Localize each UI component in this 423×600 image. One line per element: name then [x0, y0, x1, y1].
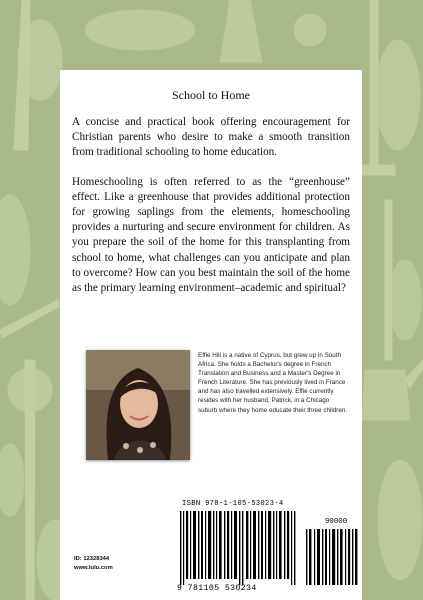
isbn-barcode: [174, 498, 362, 598]
watering-spout-silhouette: [405, 360, 423, 388]
trowel-silhouette: [220, 0, 262, 62]
flower-silhouette: [8, 368, 52, 412]
author-portrait-illustration: [86, 350, 190, 460]
leaf-silhouette: [378, 460, 422, 580]
publisher-id: ID: 12328344: [74, 556, 110, 562]
seed-silhouette: [294, 14, 326, 46]
author-bio: Effie Hill is a native of Cyprus, but grew up in South Africa. She holds a Bachelor's degree in French Translation and Business and a Master's Degree in French Literature. She has previously lived in France and has also travelled extensively. Effie currently resides with her husband, Patrick, in a Chicago suburb where they home educate their three children.: [198, 352, 348, 414]
barcode-number: 9 781105 530234: [177, 584, 257, 593]
leaf-silhouette: [389, 260, 421, 340]
description-paragraph: Homeschooling is often referred to as the “greenhouse” effect. Like a greenhouse that provides additional protection for growing saplings from the elements, homeschooling provides a nurturing and secure environment for children. As you prepare the soil of the home for this transplanting from school to home, what challenges can you anticipate and plan to overcome? How can you best maintain the soil of the home as the primary learning environment–academic and spiritual?: [72, 175, 350, 295]
leaf-silhouette: [18, 20, 62, 100]
author-photo: [86, 350, 190, 460]
isbn-label: ISBN 978-1-105-53023-4: [182, 500, 284, 508]
leaf-silhouette: [0, 195, 30, 305]
publisher-website: www.lulu.com: [74, 565, 113, 571]
leaf-silhouette: [85, 10, 195, 50]
back-cover-panel: [60, 70, 362, 600]
price-code: 90000: [325, 518, 348, 526]
leaf-silhouette: [0, 444, 24, 516]
intro-paragraph: A concise and practical book offering encouragement for Christian parents who desire to make a smooth transition from traditional schooling to home education.: [72, 116, 350, 159]
leaf-silhouette: [376, 40, 420, 150]
book-title: School to Home: [172, 88, 250, 102]
rake-silhouette: [0, 300, 60, 338]
watering-can-silhouette: [362, 370, 410, 420]
author-section: [86, 350, 348, 460]
